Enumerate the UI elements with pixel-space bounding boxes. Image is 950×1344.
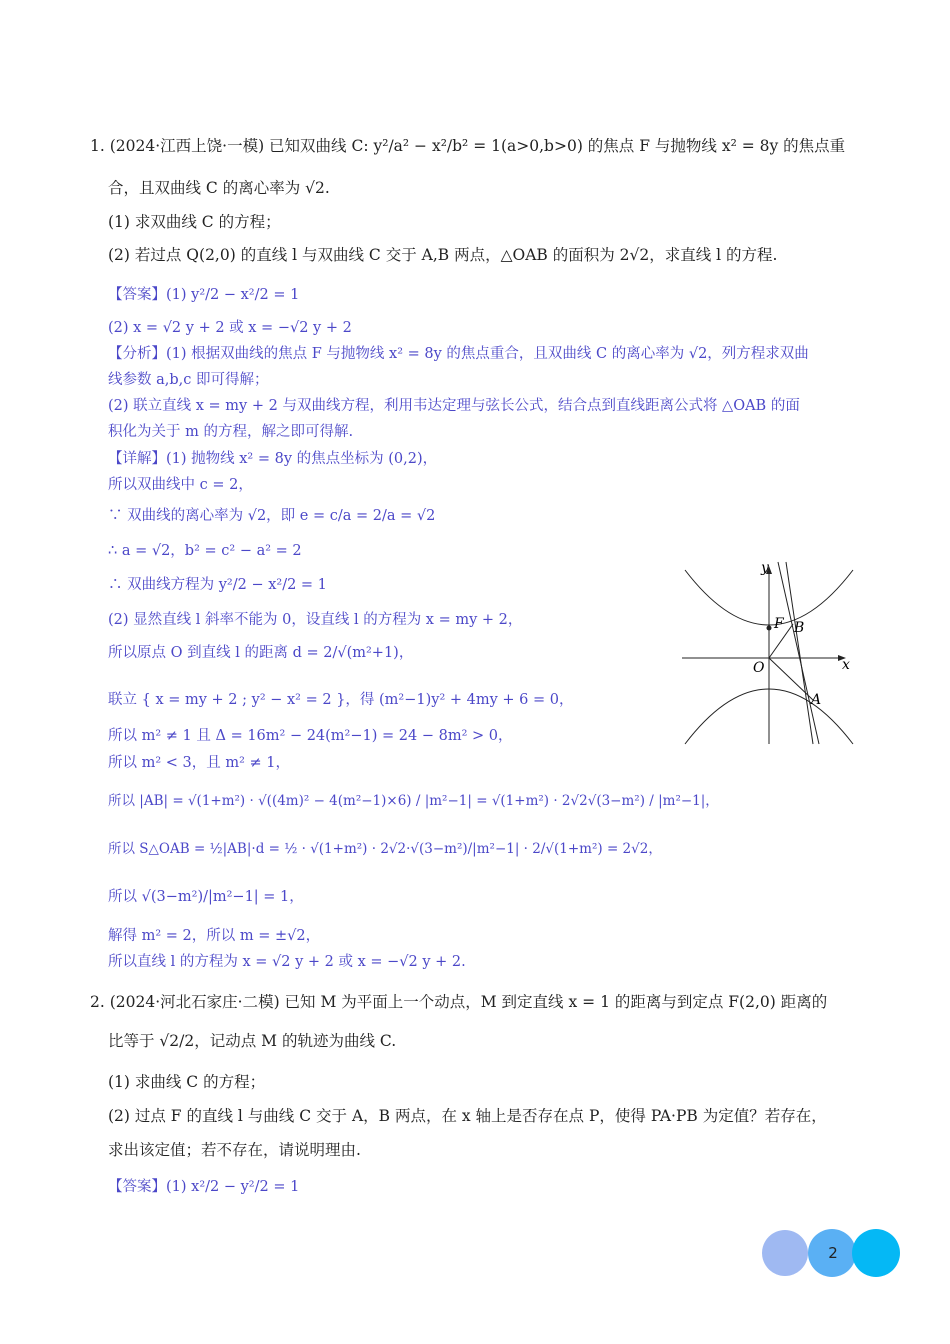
p1-detail6: (2) 显然直线 l 斜率不能为 0，设直线 l 的方程为 x = my + 2， bbox=[108, 612, 523, 628]
p1-detail1: 【详解】(1) 抛物线 x² = 8y 的焦点坐标为 (0,2)， bbox=[108, 451, 438, 467]
p1-detail2: 所以双曲线中 c = 2， bbox=[108, 477, 253, 493]
p2-stem-line1: 2. (2024·河北石家庄·二模) 已知 M 为平面上一个动点，M 到定直线 x = 1 的距离与到定点 F(2,0) 距离的 bbox=[90, 993, 828, 1011]
label-O: O bbox=[753, 660, 765, 676]
p2-question2a: (2) 过点 F 的直线 l 与曲线 C 交于 A，B 两点，在 x 轴上是否存在点 P，使得 PA·PB 为定值？若存在， bbox=[108, 1107, 827, 1125]
p1-detail14: 解得 m² = 2，所以 m = ±√2， bbox=[108, 928, 321, 944]
p2-answer1: 【答案】(1) x²/2 − y²/2 = 1 bbox=[108, 1179, 300, 1195]
p1-analysis1: 【分析】(1) 根据双曲线的焦点 F 与抛物线 x² = 8y 的焦点重合，且双曲线 C 的离心率为 √2，列方程求双曲 bbox=[108, 346, 809, 362]
line-l-2 bbox=[786, 562, 813, 744]
p1-analysis3: (2) 联立直线 x = my + 2 与双曲线方程，利用韦达定理与弦长公式，结合点到直线距离公式将 △OAB 的面 bbox=[108, 398, 800, 414]
p1-detail15: 所以直线 l 的方程为 x = √2 y + 2 或 x = −√2 y + 2. bbox=[108, 954, 466, 970]
p1-detail10: 所以 m² < 3，且 m² ≠ 1， bbox=[108, 755, 291, 771]
label-A: A bbox=[811, 692, 822, 708]
page-circle-left bbox=[762, 1230, 808, 1276]
label-y: y bbox=[761, 560, 769, 576]
p1-detail7: 所以原点 O 到直线 l 的距离 d = 2/√(m²+1)， bbox=[108, 645, 414, 661]
p1-stem-line1: 1. (2024·江西上饶·一模) 已知双曲线 C: y²/a² − x²/b² = 1(a>0,b>0) 的焦点 F 与抛物线 x² = 8y 的焦点重 bbox=[90, 137, 846, 155]
p2-question1: (1) 求曲线 C 的方程； bbox=[108, 1073, 266, 1091]
p1-detail11: 所以 |AB| = √(1+m²) · √((4m)² − 4(m²−1)×6) / |m²−1| = √(1+m²) · 2√2√(3−m²) / |m²−1|， bbox=[108, 793, 719, 809]
p1-analysis4: 积化为关于 m 的方程，解之即可得解. bbox=[108, 424, 354, 440]
page-number: 2 bbox=[828, 1244, 838, 1262]
p1-stem-line2: 合，且双曲线 C 的离心率为 √2. bbox=[108, 179, 330, 197]
p2-stem-line2: 比等于 √2/2，记动点 M 的轨迹为曲线 C. bbox=[108, 1032, 397, 1050]
p1-detail9: 所以 m² ≠ 1 且 Δ = 16m² − 24(m²−1) = 24 − 8m² > 0， bbox=[108, 728, 513, 744]
p1-question1: (1) 求双曲线 C 的方程； bbox=[108, 213, 281, 231]
p1-detail8: 联立 { x = my + 2 ; y² − x² = 2 }，得 (m²−1)y² + 4my + 6 = 0， bbox=[108, 692, 574, 708]
line-l-1 bbox=[778, 562, 822, 744]
p1-detail4: ∴ a = √2，b² = c² − a² = 2 bbox=[108, 543, 302, 559]
p1-answer1: 【答案】(1) y²/2 − x²/2 = 1 bbox=[108, 287, 300, 303]
hyperbola-figure bbox=[680, 558, 855, 750]
page-circle-right bbox=[852, 1229, 900, 1277]
p1-answer2: (2) x = √2 y + 2 或 x = −√2 y + 2 bbox=[108, 320, 352, 336]
segment-OA bbox=[769, 658, 813, 700]
p1-detail5: ∴ 双曲线方程为 y²/2 − x²/2 = 1 bbox=[108, 577, 327, 593]
focus-point bbox=[767, 626, 772, 631]
p1-detail3: ∵ 双曲线的离心率为 √2，即 e = c/a = 2/a = √2 bbox=[108, 508, 436, 524]
p1-analysis2: 线参数 a,b,c 即可得解； bbox=[108, 372, 269, 388]
p1-question2: (2) 若过点 Q(2,0) 的直线 l 与双曲线 C 交于 A,B 两点，△OAB 的面积为 2√2，求直线 l 的方程. bbox=[108, 246, 778, 264]
p2-question2b: 求出该定值；若不存在，请说明理由. bbox=[108, 1141, 361, 1159]
label-F: F bbox=[774, 616, 784, 632]
label-x: x bbox=[842, 657, 850, 673]
p1-detail12: 所以 S△OAB = ½|AB|·d = ½ · √(1+m²) · 2√2·√(3−m²)/|m²−1| · 2/√(1+m²) = 2√2， bbox=[108, 841, 662, 857]
p1-detail13: 所以 √(3−m²)/|m²−1| = 1， bbox=[108, 889, 304, 905]
label-B: B bbox=[794, 620, 805, 636]
